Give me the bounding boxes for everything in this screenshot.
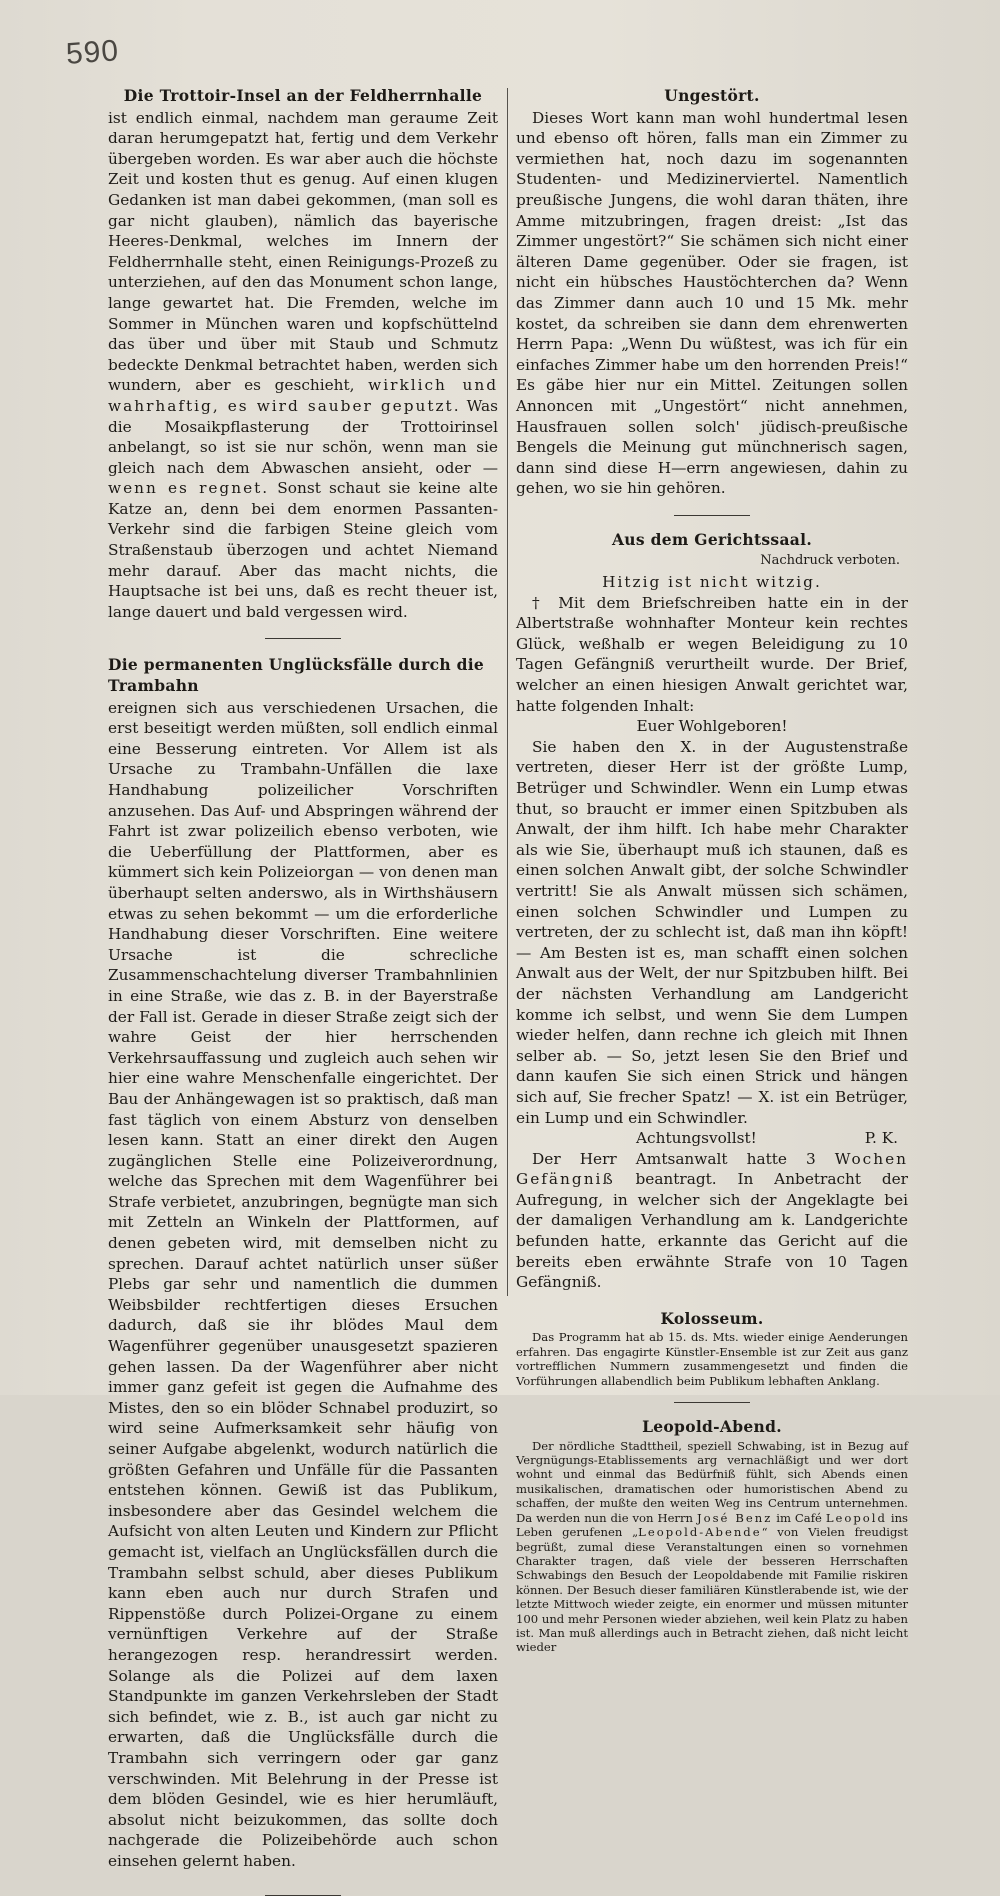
letter-text: Sie haben den X. in der Augustenstraße vertreten, dieser Herr ist der größte Lump, Betrüger und Schwindler. Wenn ein Lump etwas thut, so braucht er immer einen Spitzbuben als Anwalt, der ihm hilft. Ich habe mehr Charakter als wie Sie, überhaupt muß ich staunen, daß es einen solchen Anwalt gibt, der solche Schwindler vertritt! Sie als Anwalt müssen sich schämen, einen solchen Schwindler und Lumpen zu vertreten, der zu schlecht ist, daß man ihn köpft! — Am Besten ist es, man schafft einen solchen Anwalt aus der Welt, der nur Spitzbuben hilft. Bei der nächsten Verhandlung am Landgericht komme ich selbst, und wenn Sie dem Lumpen wieder helfen, dann rechne ich gleich mit Ihnen selber ab. — So, jetzt lesen Sie den Brief und dann kaufen Sie sich einen Strick und hängen sich auf, Sie frecher Spatz! — X. ist ein Betrüger, ein Lump und ein Schwindler. xyxy=(516,737,908,1127)
article-ungestoert xyxy=(516,86,908,499)
article-trambahn xyxy=(108,655,498,1871)
article-trottoir-insel xyxy=(108,86,498,622)
right-column xyxy=(516,86,908,1655)
article-title-trambahn: Die permanenten Unglücksfälle durch die Trambahn xyxy=(108,655,485,696)
article-body-ungestoert: Dieses Wort kann man wohl hundertmal lesen und ebenso oft hören, falls man ein Zimmer zu vermiethen hat, noch dazu im sogenannten Studenten- und Medizinerviertel. Namentlich preußische Jungens, die wohl daran thäten, ihre Amme mitzubringen, fragen dreist: „Ist das Zimmer ungestört?“ Sie schämen sich nicht einer älteren Dame gegenüber. Oder sie fragen, ist nicht ein hübsches Haustöchterchen da? Wenn das Zimmer dann auch 10 und 15 Mk. mehr kostet, da schreiben sie dann dem ehrenwerten Herrn Papa: „Wenn Du wüßtest, was ich für ein einfaches Zimmer habe um den horrenden Preis!“ Es gäbe hier nur ein Mittel. Zeitungen sollen Annoncen mit „Ungestört“ nicht annehmen, Hausfrauen sollen solch' jüdisch-preußische Bengels die Meinung gut münchnerisch sagen, dann sind diese H—errn angewiesen, dahin zu gehen, wo sie hin gehören. xyxy=(516,108,908,498)
spacer xyxy=(516,499,908,515)
body-text: ins Leben gerufenen „ xyxy=(516,1510,908,1540)
signoff-text: Achtungsvollst! xyxy=(636,1129,757,1148)
emphasized-text: Wochen Gefängniß xyxy=(516,1149,908,1189)
spacer xyxy=(516,1388,908,1402)
letter-salutation: Euer Wohlgeboren! xyxy=(636,717,788,736)
article-title-trottoir-insel: Die Trottoir-Insel an der Feldherrnhalle xyxy=(123,86,483,105)
emphasized-text: José Benz xyxy=(696,1510,773,1525)
body-text: Was die Mosaikpflasterung der Trottoirinsel anbelangt, so ist sie nur schön, wenn man sie gleich nach dem Abwaschen ansieht, oder — xyxy=(108,396,498,477)
article-title-ungestoert: Ungestört. xyxy=(664,86,760,105)
article-kolosseum xyxy=(516,1309,908,1388)
article-gerichtssaal xyxy=(516,530,908,1293)
spacer xyxy=(516,1293,908,1309)
article-body-leopold-abend xyxy=(516,1439,908,1655)
body-text: beantragt. In Anbetracht der Aufregung, in welcher sich der Angeklagte bei der damaligen Verhandlung am k. Landgerichte befunden hatte, erkannte das Gericht auf die bereits eben erwähnte Strafe von 10 Tagen Gefängniß. xyxy=(516,1170,908,1292)
article-body-trottoir-insel xyxy=(108,108,498,623)
emphasized-text: wenn es regnet. xyxy=(108,479,270,498)
article-title-kolosseum: Kolosseum. xyxy=(660,1308,764,1328)
letter-signoff xyxy=(516,1128,908,1149)
article-title-leopold-abend: Leopold-Abend. xyxy=(642,1417,782,1437)
spacer xyxy=(516,516,908,530)
article-leopold-abend xyxy=(516,1417,908,1655)
verdict-text xyxy=(516,1149,908,1293)
article-body-trambahn: ereignen sich aus verschiedenen Ursachen, die erst beseitigt werden müßten, soll endlich einmal eine Besserung eintreten. Vor Allem ist als Ursache zu Trambahn-Unfällen die laxe Handhabung polizeilicher Vorschriften anzusehen. Das Auf- und Abspringen während der Fahrt ist zwar polizeilich ebenso verboten, wie die Ueberfüllung der Plattformen, aber es kümmert sich kein Polizeiorgan — von denen man überhaupt selten anderswo, als in Wirthshäusern etwas zu sehen bekommt — um die erforderliche Handhabung dieser Vorschriften. Eine weitere Ursache ist die schrecliche Zusammenschachtelung diverser Trambahnlinien in eine Straße, wie das z. B. in der Bayerstraße der Fall ist. Gerade in dieser Straße zeigt sich der wahre Geist der hier herrschenden Verkehrsauffassung und zugleich auch sehen wir hier eine wahre Menschenfalle eingerichtet. Der Bau der Anhängewagen ist so praktisch, daß man fast täglich von einem Absturz von denselben lesen kann. Statt an einer direkt den Augen zugänglichen Stelle eine Polizeiverordnung, welche das Sprechen mit dem Wagenführer bei Strafe verbietet, anzubringen, begnügte man sich mit Zetteln an Winkeln der Plattformen, auf denen gebeten wird, mit demselben nicht zu sprechen. Darauf achtet natürlich unser süßer Plebs gar sehr und namentlich die dummen Weibsbilder rechtfertigen dieses Ersuchen dadurch, daß sie ihr blödes Maul dem Wagenführer gegenüber unausgesetzt spazieren gehen lassen. Da der Wagenführer aber nicht immer ganz gefeit ist gegen die Aufnahme des Mistes, den so ein blöder Schnabel produzirt, so wird seine Aufmerksamkeit sehr häufig von seiner Aufgabe abgelenkt, wodurch natürlich die größten Gefahren und Unfälle für die Passanten entstehen können. Gewiß ist das Publikum, insbesondere aber das Gesindel welchem die Aufsicht von alten Leuten und Kindern zur Pflicht gemacht ist, vielfach an Unglücksfällen durch die Trambahn selbst schuld, aber dieses Publikum kann eben auch nur durch Strafen und Rippenstöße durch Polizei-Organe zu einem vernünftigen Verkehre auf der Straße herangezogen resp. herandressirt werden. Solange als die Polizei auf dem laxen Standpunkte im ganzen Verkehrsleben der Stadt sich befindet, wie z. B., ist auch gar nicht zu erwarten, daß die Unglücksfälle durch die Trambahn sich verringern oder gar ganz verschwinden. Mit Belehrung in der Presse ist dem blöden Gesindel, wie es hier herumläuft, absolut nicht beizukommen, das sollte doch nachgerade die Polizeibehörde auch schon einsehen gelernt haben. xyxy=(108,698,498,1870)
reprint-notice: Nachdruck verboten. xyxy=(760,553,900,569)
body-text: Der nördliche Stadttheil, speziell Schwabing, ist in Bezug auf Vergnügungs-Etablissements arg vernachläßigt und wer dort wohnt und einmal das Bedürfniß fühlt, sich Abends einen musikalischen, dramatischen oder humoristischen Abend zu schaffen, der mußte den weiten Weg ins Centrum unternehmen. Da werden nun die von Herrn xyxy=(516,1438,908,1525)
spacer xyxy=(108,639,498,655)
article-intro: † Mit dem Briefschreiben hatte ein in der Albertstraße wohnhafter Monteur kein rechtes Glück, weßhalb er wegen Beleidigung zu 10 Tagen Gefängniß verurtheilt wurde. Der Brief, welcher an einen hiesigen Anwalt gerichtet war, hatte folgenden Inhalt: xyxy=(516,593,908,715)
left-column xyxy=(108,86,498,1896)
article-subtitle: Hitzig ist nicht witzig. xyxy=(602,573,822,592)
body-text: ist endlich einmal, nachdem man geraume Zeit daran herumgepatzt hat, fertig und dem Verkehr übergeben worden. Es war aber auch die höchste Zeit und kosten thut es genug. Auf einen klugen Gedanken ist man dabei gekommen, (man soll es gar nicht glauben), nämlich das bayerische Heeres-Denkmal, welches im Innern der Feldherrnhalle steht, einen Reinigungs-Prozeß zu unterziehen, auf den das Monument schon lange, lange gewartet hat. Die Fremden, welche im Sommer in München waren und kopfschüttelnd das über und über mit Staub und Schmutz bedeckte Denkmal betrachtet haben, werden sich wundern, aber es geschieht, xyxy=(108,108,498,395)
body-text: Der Herr Amtsanwalt hatte 3 xyxy=(532,1149,835,1168)
emphasized-text: wirklich und wahrhaftig, es wird sauber geputzt. xyxy=(108,376,498,415)
article-title-gerichtssaal: Aus dem Gerichtssaal. xyxy=(611,529,813,549)
body-text: im Café xyxy=(772,1510,826,1525)
article-body-kolosseum: Das Programm hat ab 15. ds. Mts. wieder einige Aenderungen erfahren. Das engagirte Künstler-Ensemble ist zur Zeit aus ganz vortrefflichen Nummern zusammengesetzt und finden die Vorführungen allabendlich beim Publikum lebhaften Anklang. xyxy=(516,1330,908,1388)
body-text: “ von Vielen freudigst begrüßt, zumal diese Veranstaltungen einen so vornehmen Charakter tragen, daß viele der besseren Herrschaften Schwabings den Besuch der Leopoldabende mit Familie riskiren können. Der Besuch dieser familiären Künstlerabende ist, wie der letzte Mittwoch wieder zeigte, ein enormer und müssen mitunter 100 und mehr Personen wieder abziehen, weil kein Platz zu haben ist. Man muß allerdings auch in Betracht ziehen, daß nicht leicht wieder xyxy=(516,1525,908,1655)
spacer xyxy=(108,622,498,638)
page-number: 590 xyxy=(64,34,121,71)
body-text: Sonst schaut sie keine alte Katze an, denn bei dem enormen Passanten-Verkehr sind die farbigen Steine gleich vom Straßenstaub überzogen und achtet Niemand mehr darauf. Aber das macht nichts, die Hauptsache ist bei uns, daß es recht theuer ist, lange dauert und bald vergessen wird. xyxy=(108,479,498,621)
spacer xyxy=(108,1871,498,1895)
spacer xyxy=(516,1403,908,1417)
emphasized-text: Leopold-Abende xyxy=(638,1525,762,1540)
signature-initials: P. K. xyxy=(864,1129,898,1148)
column-divider xyxy=(507,88,508,1296)
emphasized-text: Leopold xyxy=(825,1510,887,1525)
